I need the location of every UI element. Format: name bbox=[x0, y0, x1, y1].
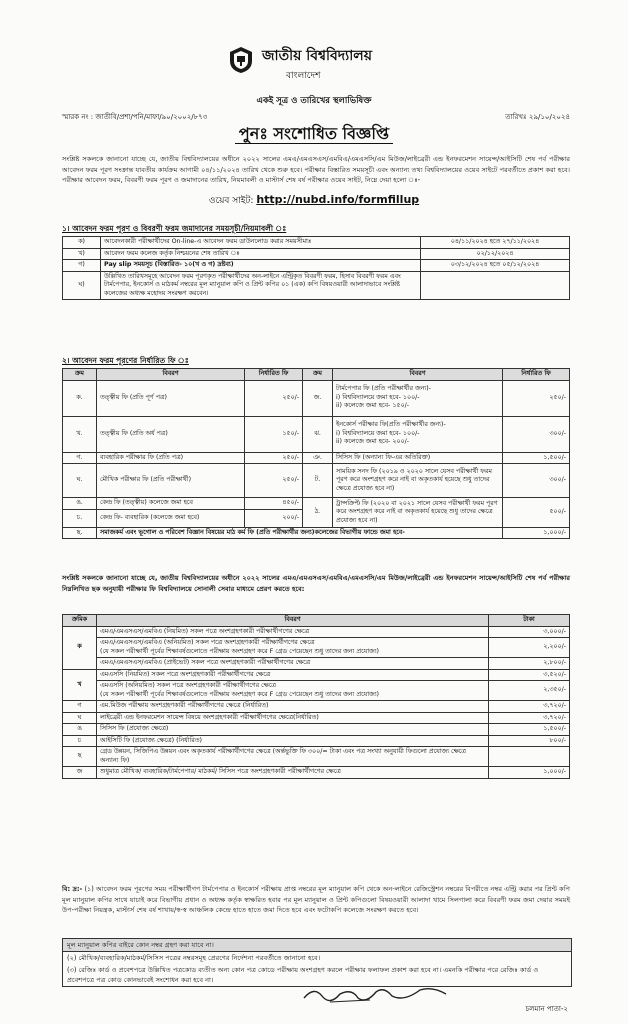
row-key: খ) bbox=[63, 248, 101, 260]
nota-bene bbox=[62, 884, 570, 916]
website-label: ওয়েব সাইট: bbox=[208, 196, 254, 206]
section2-heading-text: ২। আবেদন ফরম পূরণের নির্ধারিত ফি ঃ bbox=[62, 356, 189, 365]
fee-amount: ১,৫০০/- bbox=[503, 452, 570, 464]
table-row bbox=[63, 735, 570, 747]
row-key: ঘ bbox=[63, 712, 97, 724]
fee-key: খ. bbox=[63, 416, 97, 452]
website-line bbox=[0, 193, 628, 208]
fee-amount: ৩০০/- bbox=[503, 464, 570, 498]
fee-desc: টার্মপেপার ফি (প্রতি পরীক্ষার্থীর জন্য)- i) বিশ্ববিদ্যালয়ে জমা হবে- ১০০/- ii) কলেজে জমা হবে- ১৫০/- bbox=[333, 380, 503, 416]
note-line: (২) মৌখিক/ব্যবহারিক/মাঠকর্ম/সিসিস পত্রের নম্বরসমূহ প্রেরণের নির্দেশনা পরবর্তীতে জানানো হবে। bbox=[67, 954, 321, 962]
fee-desc: কেন্দ্র ফি- ব্যবহারিক (কলেজে জমা হবে) bbox=[97, 509, 245, 527]
fee-amount: ২৫০/- bbox=[245, 464, 303, 498]
row-amount: ৩,৭২০/- bbox=[489, 701, 570, 713]
fee-key: ঞ. bbox=[303, 452, 333, 464]
memo-date: তারিখঃ ২৯/১০/২০২৪ bbox=[505, 113, 570, 121]
fee-desc: ইনকোর্স পরীক্ষার ফি(প্রতি পরীক্ষার্থীর জন্য)- i) বিশ্ববিদ্যালয়ে জমা হবে- ১০০/- ii) কলেজে জমা হবে- ২০০/- bbox=[333, 416, 503, 452]
row-amount: ৩,৫২০/- bbox=[489, 669, 570, 681]
row-desc: Pay slip সময়সূচ (বিস্তারিত- ১০(খ ও গ) দ্রষ্টব্য) bbox=[101, 260, 421, 272]
table-row bbox=[63, 767, 570, 779]
institution-name: জাতীয় বিশ্ববিদ্যালয় bbox=[262, 48, 372, 64]
row-amount: ৮০০/- bbox=[489, 735, 570, 747]
row-amount: ২,২০০/- bbox=[489, 638, 570, 658]
row-desc: সিসিস ফি (প্রযোজ্য ক্ষেত্রে) bbox=[97, 724, 489, 736]
schedule-table bbox=[62, 236, 570, 300]
section2-heading bbox=[62, 355, 189, 368]
row-key: ঘ) bbox=[63, 271, 101, 300]
fee-amount: ৩০০/- bbox=[503, 416, 570, 452]
row-desc: এমএ/এমএসএস/এমবিএ (নিয়মিত) সকল পত্রে অংশগ্রহণকারী পরীক্ষার্থীগণের ক্ষেত্রে bbox=[97, 626, 489, 638]
table-header-row bbox=[63, 615, 570, 627]
col-header: নির্ধারিত ফি bbox=[503, 369, 570, 381]
row-desc: লাইব্রেরী এন্ড ইনফরমেশন সায়েন্স বিষয়ে অংশগ্রহণকারী পরীক্ষার্থীগণের ক্ষেত্রে(নির্ধারিত) bbox=[97, 712, 489, 724]
table-row bbox=[63, 638, 570, 658]
table-row bbox=[63, 248, 570, 260]
fee-key: ঝ. bbox=[303, 416, 333, 452]
row-amount: ১,০০০/- bbox=[489, 767, 570, 779]
table-row bbox=[63, 701, 570, 713]
fee-remittance-paragraph: সংশ্লিষ্ট সকলকে জানানো যাচ্ছে যে, জাতীয় বিশ্ববিদ্যালয়ের অধীনে ২০২২ সালের এমএ/এমএসএস/এমবিএ/এমএসসি/এম মিউজ/লাইব্রেরী এন্ড ইনফরমেশন সায়েন্স/আইসিটি শেষ পর্ব পরীক্ষার নিম্নলিখিত ছক অনুযায়ী পরীক্ষার ফি বিশ্ববিদ্যালয়ে সোনালী সেবার মাধ্যমে প্রেরণ করতে হবে: bbox=[62, 574, 570, 593]
table-row bbox=[63, 724, 570, 736]
fee-desc: সিসিস ফি (অন্যান্য ফি-এর অতিরিক্ত) bbox=[333, 452, 503, 464]
institution-country: বাংলাদেশ bbox=[286, 71, 321, 81]
col-header: ক্রম bbox=[63, 369, 97, 381]
row-key: খ bbox=[63, 669, 97, 701]
row-date: ০৩/১২/২০২৪ হতে ০৫/১২/২০২৪ bbox=[421, 260, 570, 272]
col-header: বিবরণ bbox=[97, 369, 245, 381]
intro-paragraph: সংশ্লিষ্ট সকলকে জানানো যাচ্ছে যে, জাতীয় বিশ্ববিদ্যালয়ের অধীনে ২০২২ সালের এমএ/এমএসএস/এমবিএ/এমএসসি/এম মিউজ/লাইব্রেরী এন্ড ইনফরমেশন সায়েন্স/আইসিটি শেষ পর্ব পরীক্ষার আবেদন ফরম পূরণ সংক্রান্ত যাবতীয় কার্যক্রম আগামী ০৪/১১/২০২৪ তারিখ থেকে শুরু হবে। পরীক্ষার বিস্তারিত সময়সূচী এবং অন্যান্য তথ্য বিশ্ববিদ্যালয়ের ওয়েব সাইটে পরবর্তীতে প্রকাশ করা হবে। পরীক্ষার আবেদন ফরম, বিবরণী ফরম পূরণ ও জমাদানের তারিখ, নিয়মাবলী ও মাস্টার্স শেষ বর্ষ পরীক্ষার ওয়েব সাইট, নিম্নে দেয়া হলো ঃ- bbox=[62, 155, 570, 184]
fee-amount: ২৫০/- bbox=[245, 380, 303, 416]
remittance-table bbox=[62, 614, 570, 779]
section1-heading bbox=[62, 223, 286, 236]
signature-icon bbox=[300, 982, 450, 1006]
row-desc: শুধুমাত্র মৌখিক/ ব্যবহারিক/টার্মপেপার/ মাঠকর্ম/ সিসিস পত্রে অংশগ্রহণকারী পরীক্ষার্থীগণের ক্ষেত্রে bbox=[97, 767, 489, 779]
section1-heading-text: ১। আবেদন ফরম পূরণ ও বিবরণী ফরম জমাদানের সময়সূচী/নিয়মাবলী ঃ bbox=[62, 224, 287, 233]
website-link[interactable]: http://nubd.info/formfillup bbox=[256, 193, 420, 206]
row-amount bbox=[489, 747, 570, 767]
notes-header: মূল ম্যানুয়াল কপির বাইরে কোন নম্বর গ্রহণ করা যাবে না। bbox=[63, 939, 571, 952]
fee-desc: ট্রান্সক্রিপ্ট ফি (২০২০ বা ২০২১ সালে যেসব পরীক্ষার্থী ফরম পূরণ করে অংশগ্রহণ করে নাই বা অকৃতকার্য হয়েছে শুধু তাদের ক্ষেত্রে প্রযোজ্য হবে না) bbox=[333, 498, 503, 528]
row-date: ০২/১২/২০২৪ bbox=[421, 248, 570, 260]
col-header: টাকা bbox=[489, 615, 570, 627]
col-header: বিবরণ bbox=[97, 615, 489, 627]
fee-amount: ৫০০/- bbox=[503, 498, 570, 528]
nota-bene-lead: বি: দ্র:- bbox=[62, 885, 83, 893]
row-key: ক bbox=[63, 626, 97, 669]
row-key: চ bbox=[63, 735, 97, 747]
fee-amount: ৪৫০/- bbox=[245, 498, 303, 510]
row-desc: এমএসসি (নিয়মিত) সকল পত্রে অংশগ্রহণকারী পরীক্ষার্থীগণের ক্ষেত্রে bbox=[97, 669, 489, 681]
document-title bbox=[0, 121, 628, 148]
university-logo-icon bbox=[228, 46, 254, 74]
row-desc: আইসিটি ফি (প্রযোজ্য ক্ষেত্রে) (নির্ধারিত) bbox=[97, 735, 489, 747]
fee-key: ছ. bbox=[63, 527, 97, 539]
fee-amount: ২৫০/- bbox=[503, 380, 570, 416]
row-desc: এমএ/এমএসএস/এমবিএ (প্রাইভেট) সকল পত্রে অংশগ্রহণকারী পরীক্ষার্থীগণের ক্ষেত্রে bbox=[97, 658, 489, 670]
row-desc: আবেদন ফরম কলেজ কর্তৃক নিশ্চয়নের শেষ তারিখ ঃ bbox=[101, 248, 421, 260]
row-amount: ২,৮০০/- bbox=[489, 658, 570, 670]
fee-amount: ১৫০/- bbox=[245, 416, 303, 452]
fee-table bbox=[62, 368, 570, 539]
table-row bbox=[63, 669, 570, 681]
memo-number: স্মারক নং : জাতীবি/প্রশা/পনি/মাফা/৯০/২০০২/৮৭৩ bbox=[62, 113, 208, 121]
fee-desc: তত্ত্বীয় ফি (প্রতি অর্ধ পত্র) bbox=[97, 416, 245, 452]
table-row bbox=[63, 452, 570, 464]
table-row bbox=[63, 747, 570, 767]
fee-amount: ২০০/- bbox=[245, 509, 303, 527]
fee-key: চ. bbox=[63, 509, 97, 527]
table-row bbox=[63, 527, 570, 539]
row-key: গ) bbox=[63, 260, 101, 272]
row-key: ঙ bbox=[63, 724, 97, 736]
fee-desc: সমাজকর্ম এবং ভূগোল ও পরিবেশ বিজ্ঞান বিষয়ের মাঠ কর্ম ফি (প্রতি পরীক্ষার্থীর জন্য)কলেজের বিভাগীয় ফান্ডে জমা হবে- bbox=[97, 527, 503, 539]
note-line: (৩) রেজিঃ কার্ড ও প্রবেশপত্রে উল্লিখিত পত্রকোড ব্যতীত অন্য কোন পত্র কোডে পরীক্ষায় অংশগ্রহণ করলে পরীক্ষার ফলাফল প্রকাশ করা হবে না। এমনকি পরীক্ষার পরে রেজিঃ কার্ড ও প্রবেশপত্রে পত্র কোড কোনভাবেই সংশোধন করা হবে না। bbox=[67, 966, 539, 984]
table-row bbox=[63, 380, 570, 416]
col-header: ক্রমিক bbox=[63, 615, 97, 627]
col-header: নির্ধারিত ফি bbox=[245, 369, 303, 381]
nota-bene-text: (১) আবেদন ফরম পূরণের সময় পরীক্ষার্থীগণ টার্মপেপার ও ইনকোর্স পরীক্ষায় প্রাপ্ত নম্বরের মূল ম্যানুয়াল কপি থেকে অন-লাইনে রেজিস্ট্রেশন নম্বরের বিপরীতে নম্বর এন্ট্রি করার পর প্রিন্ট কপি মূল ম্যানুয়াল কপির সাথে যাচাই করে বিভাগীয় প্রধান ও অধ্যক্ষ কর্তৃক স্বাক্ষরিত হবার পর মূল ম্যানুয়াল ও প্রিন্ট কপিগুলো বিষয়ওয়ারী আলাদা খামে সিলগালা করে বিবরণী ফরম জমা দেয়ার সময়ই উপ-পরীক্ষা নিয়ন্ত্রক, মাস্টার্স শেষ বর্ষ শাখায়/স্ব-স্ব আঞ্চলিক কেন্দ্রে হাতে হাতে জমা দিতে হবে এবং ফটোকপি কলেজে সংরক্ষণ করতে হবে। bbox=[62, 885, 570, 914]
fee-desc: মৌখিক পরীক্ষার ফি (প্রতি পরীক্ষার্থী) bbox=[97, 464, 245, 498]
fee-key: ঠ. bbox=[303, 498, 333, 528]
table-row bbox=[63, 260, 570, 272]
table-row bbox=[63, 681, 570, 701]
row-key: গ bbox=[63, 701, 97, 713]
table-row bbox=[63, 712, 570, 724]
fee-desc: সাময়িক সনদ ফি (২০১৯ ও ২০২০ সালে যেসব পরীক্ষার্থী ফরম পূরণ করে অংশগ্রহণ করে নাই বা অকৃতকার্য হয়েছে শুধু তাদের ক্ষেত্রে প্রযোজ্য হবে না) bbox=[333, 464, 503, 498]
row-key: ক) bbox=[63, 237, 101, 249]
row-desc: এমএ/এমএসএস/এমবিএ (অনিয়মিত) সকল পত্রে অংশগ্রহণকারী পরীক্ষার্থীগণের ক্ষেত্রে (যে সকল পরীক্ষার্থী পূর্বের শিক্ষাবর্ষগুলোতে পরীক্ষায় অংশগ্রহণ করে F গ্রেড পেয়েছেন শুধু তাদের জন্য প্রযোজ্য) bbox=[97, 638, 489, 658]
row-amount: ২,৩৫০/- bbox=[489, 681, 570, 701]
row-key: জ bbox=[63, 767, 97, 779]
table-row bbox=[63, 498, 570, 510]
row-key: ছ bbox=[63, 747, 97, 767]
fee-key: ঙ. bbox=[63, 498, 97, 510]
table-row bbox=[63, 237, 570, 249]
continued-label: চলমান পাতা-২ bbox=[525, 1005, 568, 1013]
row-desc: গ্রেড উন্নয়ন, সিজিপিএ উন্নয়ন এবং অকৃতকার্য পরীক্ষার্থীগণের ক্ষেত্রে (অর্ন্তভুক্তি ফি ৩০০/= টাকা এবং পত্র সংখ্যা অনুযায়ী ফিগুলো প্রযোজ্য ক্ষেত্রে অন্যান্য ফি) bbox=[97, 747, 489, 767]
row-amount: ৩,৭২০/- bbox=[489, 712, 570, 724]
fee-key: গ. bbox=[63, 452, 97, 464]
fee-key: জ. bbox=[303, 380, 333, 416]
notes-box bbox=[62, 938, 572, 987]
fee-amount: ২৫০/- bbox=[245, 452, 303, 464]
fee-key: ট. bbox=[303, 464, 333, 498]
col-header: ক্রম bbox=[303, 369, 333, 381]
table-row bbox=[63, 658, 570, 670]
row-desc: এমএসসি (অনিয়মিত) সকল পত্রে অংশগ্রহণকারী পরীক্ষার্থীগণের ক্ষেত্রে (যে সকল পরীক্ষার্থী পূর্বের শিক্ষাবর্ষগুলোতে পরীক্ষায় অংশগ্রহণ করে F গ্রেড পেয়েছেন শুধু তাদের জন্য প্রযোজ্য) bbox=[97, 681, 489, 701]
table-header-row bbox=[63, 369, 570, 381]
fee-amount: ১,০০০/- bbox=[503, 527, 570, 539]
row-date: ০৪/১১/২০২৪ হতে ২৭/১১/২০২৪ bbox=[421, 237, 570, 249]
table-row bbox=[63, 626, 570, 638]
document-title-text: পুনঃ সংশোধিত বিজ্ঞপ্তি bbox=[235, 124, 393, 144]
table-row bbox=[63, 464, 570, 498]
fee-desc: তত্ত্বীয় ফি (প্রতি পূর্ণ পত্র) bbox=[97, 380, 245, 416]
col-header: বিবরণ bbox=[333, 369, 503, 381]
row-desc: উল্লিখিত তারিখসমূহে আবেদন ফরম পূরণকৃত পরীক্ষার্থীদের অন-লাইনে এন্ট্রিকৃত বিবরণী ফরম, হিসাব বিবরণী ফরম এবং টার্মপেপার, ইনকোর্স ও মাঠকর্ম নম্বরের মূল ম্যানুয়াল কপি ও প্রিন্ট কপির ০১ (এক) কপি বিষয়ওয়ারী আলাদাভাবে সংশ্লিষ্ট কলেজের অধ্যক্ষ মহোদয় সংরক্ষণ করবেন। bbox=[101, 271, 421, 300]
table-row bbox=[63, 416, 570, 452]
fee-desc: কেন্দ্র ফি (তত্ত্বীয়) কলেজে জমা হবে bbox=[97, 498, 245, 510]
replacement-subtitle: একই সূত্র ও তারিখের স্থলাভিষিক্ত bbox=[256, 96, 372, 106]
table-row bbox=[63, 271, 570, 300]
row-desc: এম.মিউজ পরীক্ষায় অংশগ্রহণকারী পরীক্ষার্থীগণের ক্ষেত্রে (নির্ধারিত) bbox=[97, 701, 489, 713]
row-desc: আবেদনকারী পরীক্ষার্থীদের On-line-এ আবেদন ফরম ডাউনলোড করার সময়সীমাঃ bbox=[101, 237, 421, 249]
fee-desc: ব্যবহারিক পরীক্ষার ফি (প্রতি পত্র) bbox=[97, 452, 245, 464]
fee-key: ঘ. bbox=[63, 464, 97, 498]
row-date bbox=[421, 271, 570, 300]
row-amount: ১,৫০০/- bbox=[489, 724, 570, 736]
row-amount: ৩,০০০/- bbox=[489, 626, 570, 638]
fee-key: ক. bbox=[63, 380, 97, 416]
